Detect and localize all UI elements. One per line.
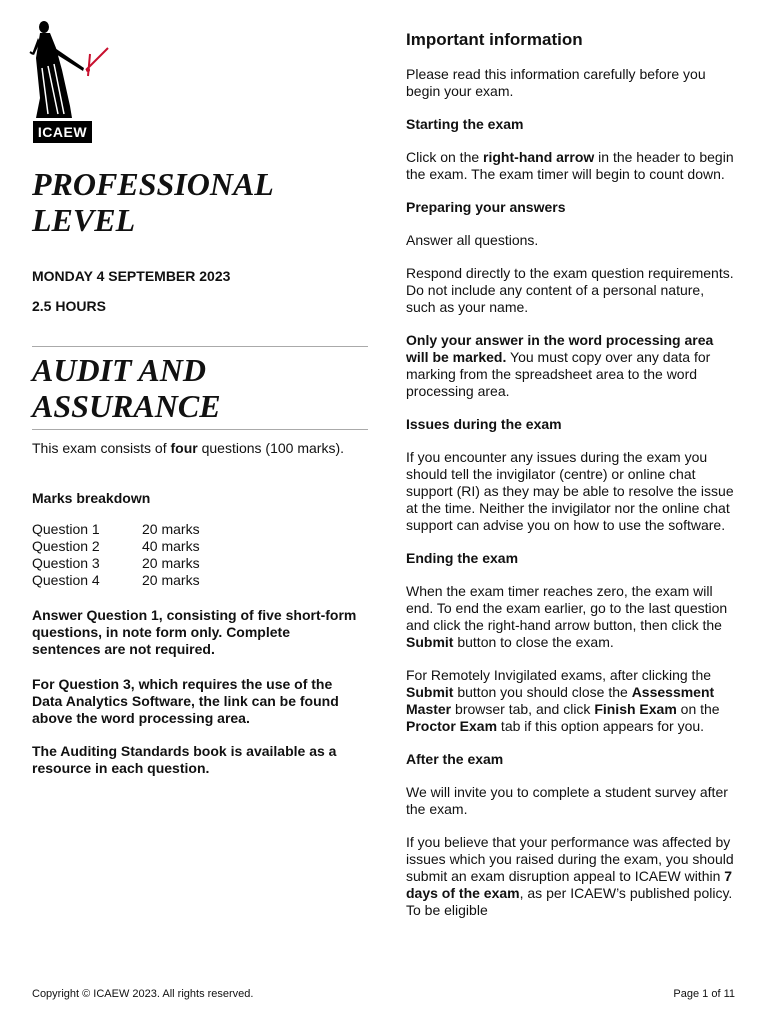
text-span: tab if this option appears for you. [497, 718, 705, 734]
subject-title-line2: ASSURANCE [32, 388, 221, 424]
exam-date: MONDAY 4 SEPTEMBER 2023 [32, 268, 231, 284]
starting-exam-text [406, 149, 736, 183]
marks-breakdown-table [32, 521, 200, 589]
copyright-footer: Copyright © ICAEW 2023. All rights reserved. [32, 988, 254, 1000]
preparing-answers-text-2: Respond directly to the exam question requirements. Do not include any content of a personal nature, such as your name. [406, 265, 734, 315]
issues-text: If you encounter any issues during the exam you should tell the invigilator (centre) or online chat support (RI) as they may be able to resolve the issue at the time. Neither the invigilator nor the online chat support can advise you on how to use the software. [406, 449, 734, 533]
level-title [32, 166, 362, 238]
important-information [406, 30, 736, 935]
note-question-1: Answer Question 1, consisting of five short-form questions, in note form only. Complete sentences are not required. [32, 607, 357, 657]
text-bold: Submit [406, 634, 454, 650]
ending-exam-text [406, 583, 736, 651]
marks-row [32, 538, 200, 555]
preparing-answers-heading: Preparing your answers [406, 199, 566, 215]
divider-top [32, 346, 368, 347]
exam-intro [32, 440, 362, 457]
remote-invigilation-text [406, 667, 736, 735]
preparing-answers-text-1: Answer all questions. [406, 232, 539, 248]
text-bold: right-hand arrow [483, 149, 595, 165]
marks-row [32, 521, 200, 538]
text-span: You must copy over any data for marking from the spreadsheet area to the word processing area. [406, 349, 711, 399]
text-span: When the exam timer reaches zero, the exam will end. To end the exam earlier, go to the last question and click the right-hand arrow button, then click the [406, 583, 728, 633]
text-bold: Only your answer in the word processing area will be marked. [406, 332, 714, 365]
text-span: Click on the [406, 149, 484, 165]
text-span: on the [676, 701, 720, 717]
exam-duration: 2.5 HOURS [32, 298, 106, 314]
text-span: , as per ICAEW’s published policy. To be eligible [406, 885, 733, 918]
question-label: Question 2 [32, 538, 100, 554]
text-span: browser tab, and click [451, 701, 595, 717]
text-bold: 7 days of the exam [406, 868, 733, 901]
text-span: For Remotely Invigilated exams, after clicking the [406, 667, 712, 683]
starting-exam-heading: Starting the exam [406, 116, 524, 132]
text-bold: Finish Exam [594, 701, 677, 717]
marks-row [32, 572, 200, 589]
subject-title [32, 352, 362, 424]
text-bold: Submit [406, 684, 454, 700]
text-bold: Assessment Master [406, 684, 715, 717]
text-span: button to close the exam. [453, 634, 614, 650]
note-auditing-standards: The Auditing Standards book is available as a resource in each question. [32, 743, 337, 776]
icaew-logo [28, 18, 112, 146]
issues-heading: Issues during the exam [406, 416, 562, 432]
lady-justice-figure [28, 18, 112, 122]
subject-title-line1: AUDIT AND [32, 352, 206, 388]
text-span: button you should close the [453, 684, 632, 700]
intro-text-bold: four [170, 440, 198, 456]
question-label: Question 3 [32, 555, 100, 571]
level-title-line1: PROFESSIONAL [32, 166, 274, 202]
divider-bottom [32, 429, 368, 430]
preparing-answers-text-3 [406, 332, 736, 400]
ending-exam-heading: Ending the exam [406, 550, 519, 566]
marks-breakdown-heading: Marks breakdown [32, 490, 151, 506]
icaew-wordmark: ICAEW [33, 121, 92, 143]
marks-row [32, 555, 200, 572]
question-marks: 20 marks [142, 521, 200, 537]
level-title-line2: LEVEL [32, 202, 136, 238]
read-carefully-text: Please read this information carefully before you begin your exam. [406, 66, 706, 99]
text-span: in the header to begin the exam. The exam timer will begin to count down. [406, 149, 734, 182]
question-marks: 20 marks [142, 555, 200, 571]
important-info-heading: Important information [406, 30, 583, 49]
note-question-3: For Question 3, which requires the use of the Data Analytics Software, the link can be found above the word processing area. [32, 676, 339, 726]
appeal-text [406, 834, 736, 919]
intro-text-end: questions (100 marks). [197, 440, 345, 456]
question-label: Question 4 [32, 572, 100, 588]
question-marks: 40 marks [142, 538, 200, 554]
text-bold: Proctor Exam [406, 718, 498, 734]
text-span: If you believe that your performance was affected by issues which you raised during the exam, you should submit an exam disruption appeal to ICAEW within [406, 834, 734, 884]
after-exam-heading: After the exam [406, 751, 504, 767]
intro-text-start: This exam consists of [32, 440, 171, 456]
page-number: Page 1 of 11 [673, 988, 735, 1000]
after-exam-text: We will invite you to complete a student survey after the exam. [406, 784, 728, 817]
question-label: Question 1 [32, 521, 100, 537]
question-marks: 20 marks [142, 572, 200, 588]
